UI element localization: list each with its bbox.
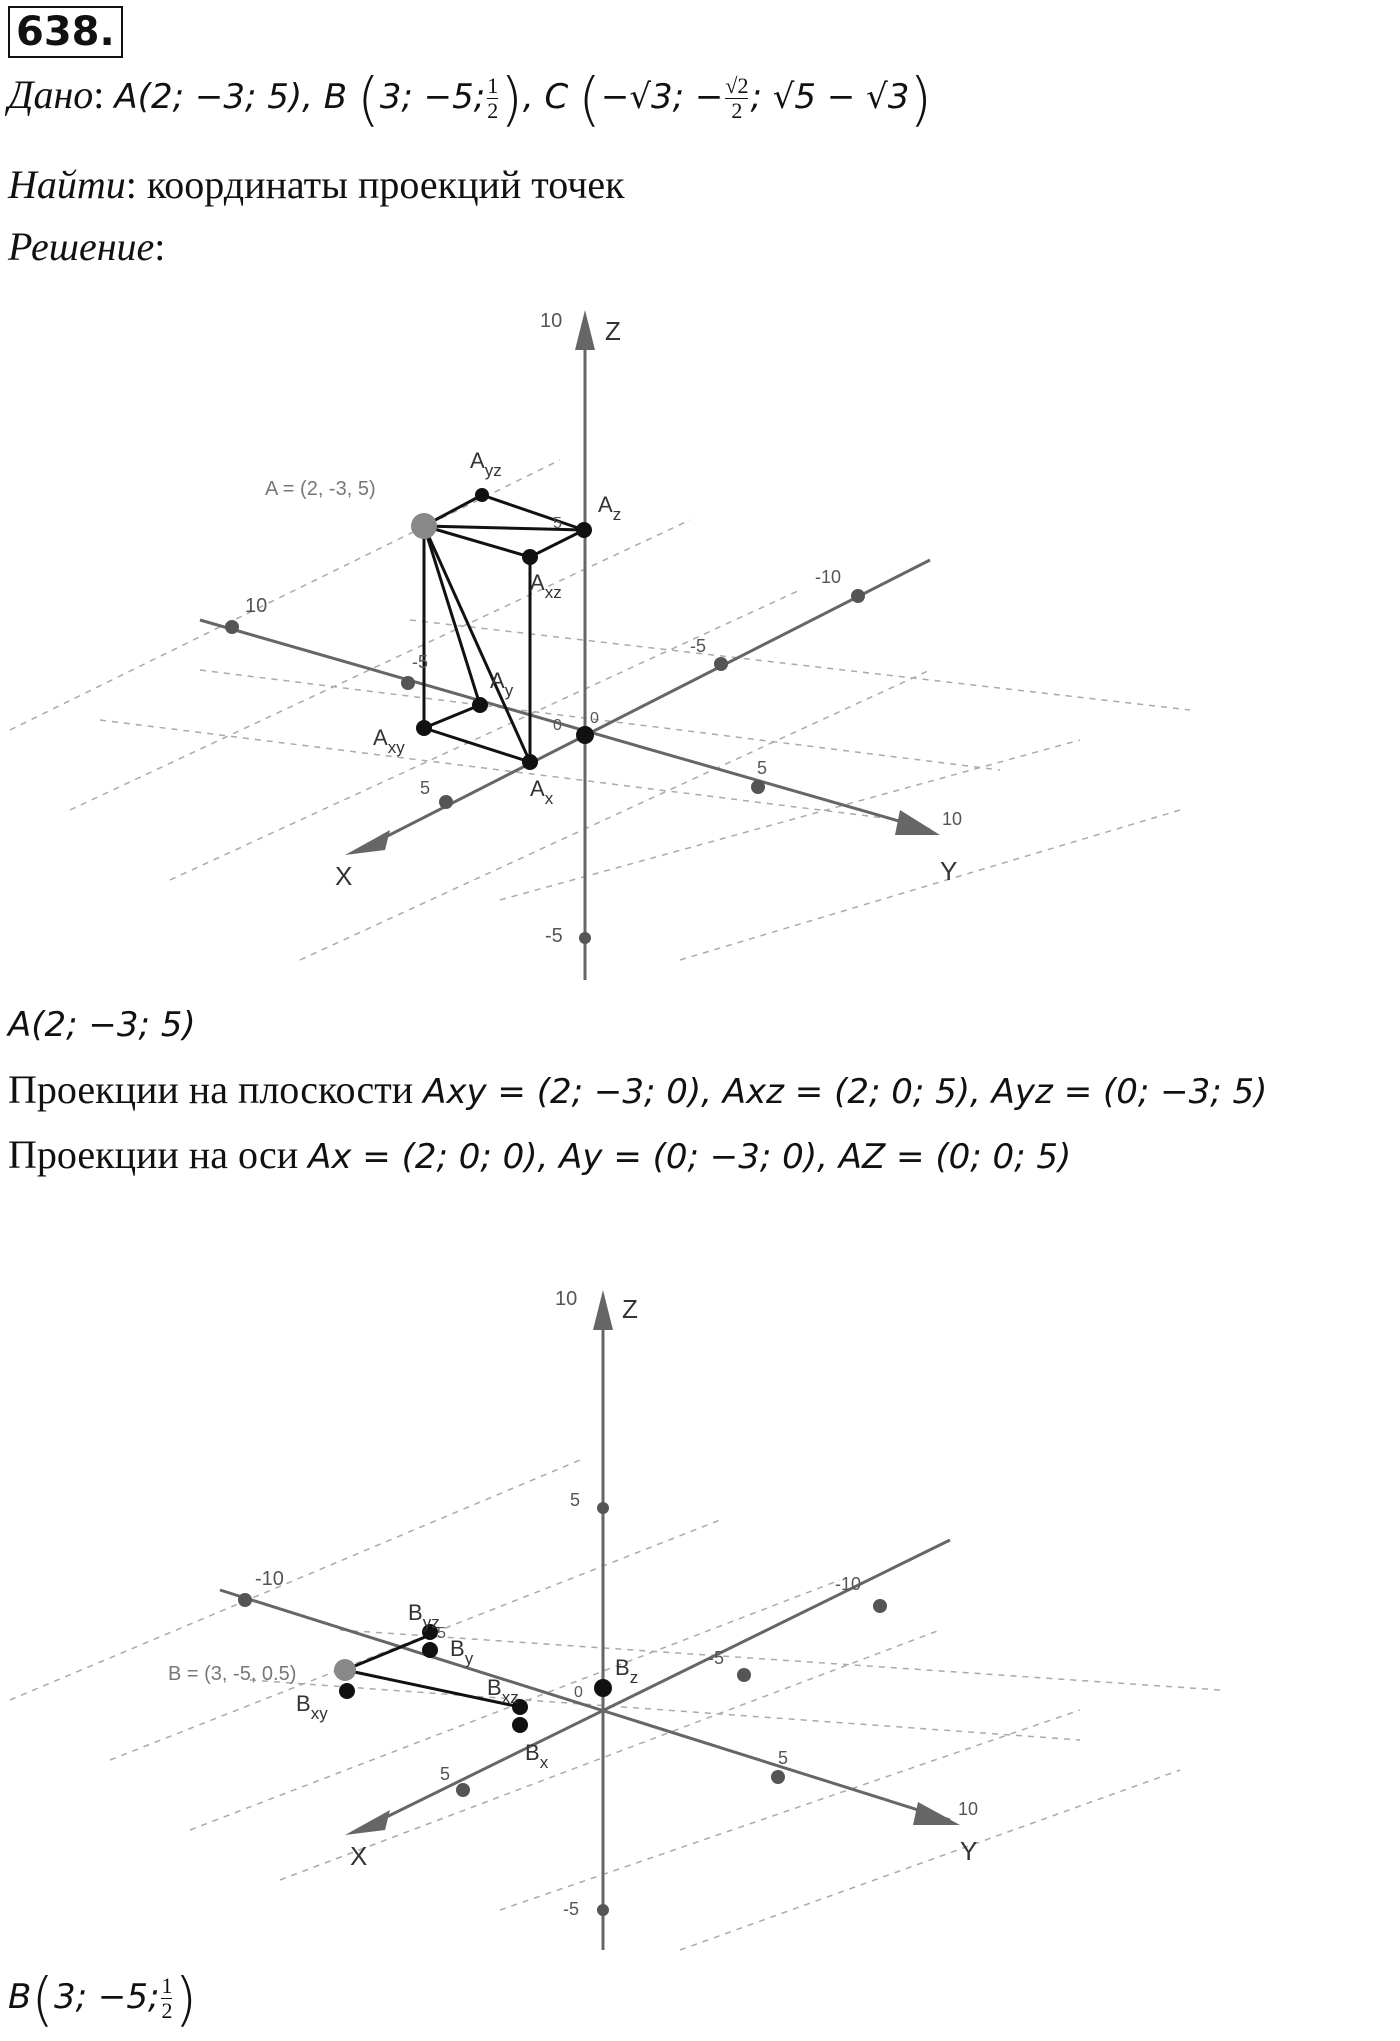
svg-text:-5: -5 (563, 1899, 580, 1919)
given-A: A(2; −3; 5), B (114, 77, 348, 117)
svg-text:10: 10 (555, 1288, 578, 1310)
x-axis-label: X (335, 861, 353, 891)
svg-text:Az: $A_z$ (598, 492, 622, 524)
svg-text:0: 0 (574, 1684, 583, 1701)
svg-text:0: 0 (553, 717, 562, 734)
axes-2 (220, 1300, 950, 1950)
svg-text:Bxy: $B_{xy}$ (296, 1691, 328, 1723)
svg-text:5: 5 (420, 778, 431, 798)
given-C-label: , C (522, 77, 569, 117)
solution-label: Решение (8, 224, 155, 269)
given-C-rest: ; √5 − √3 (750, 77, 910, 117)
grid-lines-1 (10, 460, 1190, 960)
given-B-frac: $\frac{1}{2}$ (487, 73, 499, 124)
find-line (8, 160, 625, 210)
z-arrow-icon (575, 310, 595, 350)
svg-text:-10: -10 (815, 567, 842, 587)
svg-text:10: 10 (958, 1799, 979, 1819)
B-title: B(3; −5; $\frac{1}{2}$ ) (8, 1964, 198, 2033)
figure-point-A (0, 290, 1400, 990)
z-arrow-icon-2 (593, 1290, 613, 1330)
svg-text:10: 10 (540, 310, 563, 332)
svg-text:-5: -5 (690, 636, 707, 656)
svg-text:-5: -5 (412, 652, 429, 672)
svg-text:By: $B_y$ (450, 1636, 474, 1668)
z-axis-label: Z (605, 316, 621, 346)
svg-text:Ay: $A_y$ (490, 668, 514, 700)
x-arrow-icon-2 (345, 1810, 390, 1835)
svg-text:-10: -10 (255, 1568, 284, 1590)
svg-text:X: X (350, 1841, 368, 1871)
label-B: B = (3, -5, 0.5) (168, 1663, 297, 1685)
svg-text:Axy: $A_{xy}$ (373, 725, 405, 757)
given-B-coords: 3; −5; (379, 77, 486, 117)
svg-text:Z: Z (622, 1294, 638, 1324)
svg-text:-10: -10 (835, 1574, 862, 1594)
svg-text:5: 5 (437, 1625, 446, 1642)
A-axes-math: Ax = (2; 0; 0), Ay = (0; −3; 0), AZ = (0; 0; 5) (308, 1137, 1072, 1177)
x-arrow-icon (345, 830, 390, 855)
svg-text:Axz: $A_{xz}$ (530, 570, 562, 602)
axis-ticks-2 (238, 1502, 887, 1916)
A-planes-math: Axy = (2; −3; 0), Axz = (2; 0; 5), Ayz = (0; −3; 5) (423, 1072, 1268, 1112)
y-arrow-icon-2 (913, 1802, 960, 1825)
y-arrow-icon (895, 810, 940, 835)
svg-text:-5: -5 (708, 1648, 725, 1668)
svg-text:Bz: $B_z$ (615, 1655, 639, 1687)
given-C-coords: −√3; − (600, 77, 724, 117)
svg-text:10: 10 (245, 595, 268, 617)
svg-text:-5: -5 (545, 925, 563, 947)
figure-point-B (0, 1270, 1400, 1960)
problem-number: 638. (8, 6, 123, 58)
svg-text:5: 5 (553, 515, 562, 532)
given-line: Дано: A(2; −3; 5), B (3; −5; $\frac{1}{2}$ ), C (−√3; − $\frac{√2}{2}$ ; √5 − √3) (8, 64, 933, 133)
svg-text:5: 5 (778, 1748, 789, 1768)
A-axes-line: Проекции на оси Ax = (2; 0; 0), Ay = (0; −3; 0), AZ = (0; 0; 5) (8, 1132, 1072, 1177)
y-axis-label: Y (940, 856, 958, 886)
given-C-frac: $\frac{√2}{2}$ (725, 73, 749, 124)
find-text: : координаты проекций точек (125, 162, 625, 207)
point-B (334, 1659, 356, 1681)
A-title: A(2; −3; 5) (8, 1005, 196, 1045)
svg-text:Byz: $B_{yz}$ (408, 1600, 440, 1632)
A-planes-line: Проекции на плоскости Axy = (2; −3; 0), Axz = (2; 0; 5), Ayz = (0; −3; 5) (8, 1067, 1268, 1112)
svg-text:Bxz: $B_{xz}$ (487, 1675, 519, 1707)
svg-text:10: 10 (942, 809, 963, 829)
svg-text:Bx: $B_x$ (525, 1740, 549, 1772)
axes-1 (200, 320, 930, 980)
find-label: Найти (8, 162, 126, 207)
label-A: A = (2, -3, 5) (265, 478, 376, 500)
svg-text:Ax: $A_x$ (530, 776, 554, 808)
point-A (411, 513, 437, 539)
svg-text:0: 0 (590, 710, 599, 727)
svg-text:5: 5 (440, 1764, 451, 1784)
svg-text:Ayz: $A_{yz}$ (470, 448, 502, 480)
svg-text:5: 5 (570, 1490, 581, 1510)
svg-text:5: 5 (757, 758, 768, 778)
svg-text:Y: Y (960, 1836, 978, 1866)
solution-line: Решение: (8, 224, 166, 269)
given-label: Дано (8, 72, 94, 117)
